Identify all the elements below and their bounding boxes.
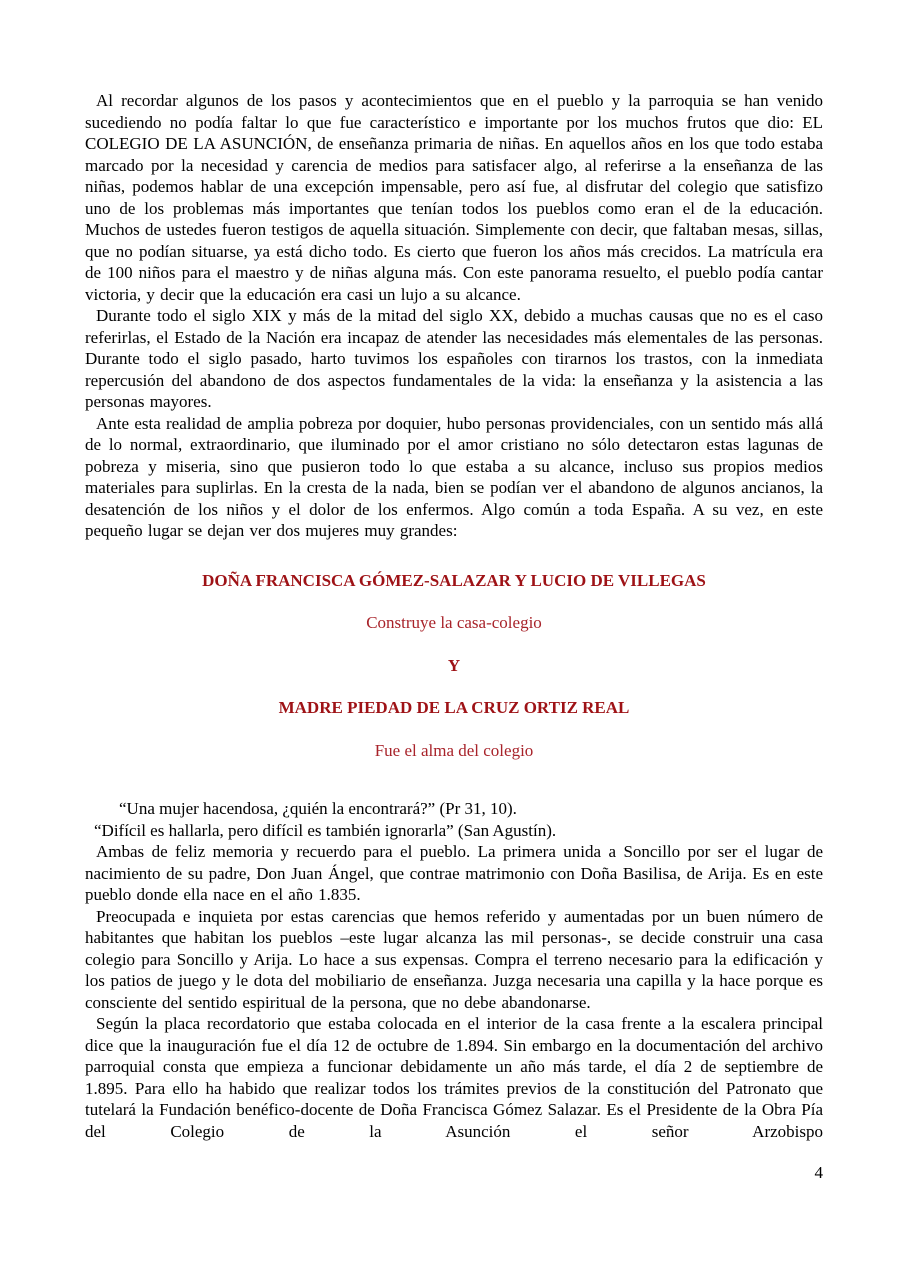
page-number: 4	[814, 1163, 823, 1182]
quote-proverbs: “Una mujer hacendosa, ¿quién la encontrará?” (Pr 31, 10).	[119, 799, 517, 818]
paragraph-placa-recordatorio: Según la placa recordatorio que estaba colocada en el interior de la casa frente a la escalera principal dice que la inauguración fue el día 12 de octubre de 1.894. Sin embargo en la documentación del archivo parroquial consta que empieza a funcionar debidamente un año más tarde, el día 2 de septiembre de 1.895. Para ello ha habido que realizar todos los trámites previos de la constitución del Patronato que tutelará la Fundación benéfico-docente de Doña Francisca Gómez Salazar. Es el Presidente de la Obra Pía del Colegio de la Asunción el señor Arzobispo	[85, 1014, 823, 1141]
subheading-construye-casa-colegio: Construye la casa-colegio	[366, 613, 542, 632]
heading-conjunction-y: Y	[447, 655, 461, 675]
heading-madre-piedad: MADRE PIEDAD DE LA CRUZ ORTIZ REAL	[278, 698, 630, 717]
quote-san-agustin: “Difícil es hallarla, pero difícil es también ignorarla” (San Agustín).	[94, 820, 557, 840]
heading-francisca-gomez-salazar: DOÑA FRANCISCA GÓMEZ-SALAZAR Y LUCIO DE VILLEGAS	[202, 570, 706, 590]
paragraph-ambas-memoria: Ambas de feliz memoria y recuerdo para el pueblo. La primera unida a Soncillo por ser el lugar de nacimiento de su padre, Don Juan Ángel, que contrae matrimonio con Doña Basilisa, de Arija. Es en este pueblo donde ella nace en el año 1.835.	[85, 842, 823, 904]
paragraph-pobreza: Ante esta realidad de amplia pobreza por doquier, hubo personas providenciales, con un sentido más allá de lo normal, extraordinario, que iluminado por el amor cristiano no sólo detectaron estas lagunas de pobreza y miseria, sino que pusieron todo lo que estaba a su alcance, incluso sus propios medios materiales para suplirlas. En la cresta de la nada, bien se podían ver el abandono de algunos ancianos, la desatención de los niños y el dolor de los enfermos. Algo común a toda España. A su vez, en este pequeño lugar se dejan ver dos mujeres muy grandes:	[85, 413, 823, 540]
paragraph-siglo-xix: Durante todo el siglo XIX y más de la mitad del siglo XX, debido a muchas causas que no es el caso referirlas, el Estado de la Nación era incapaz de atender las necesidades más elementales de las personas. Durante todo el siglo pasado, harto tuvimos los españoles con tirarnos los trastos, con la inmediata repercusión del abandono de dos aspectos fundamentales de la vida: la enseñanza y la asistencia a las personas mayores.	[85, 306, 823, 411]
paragraph-colegio-asuncion: Al recordar algunos de los pasos y acontecimientos que en el pueblo y la parroquia se han venido sucediendo no podía faltar lo que fue característico e importante por los muchos frutos que dio: EL COLEGIO DE LA ASUNCIÓN, de enseñanza primaria de niñas. En aquellos años en los que todo estaba marcado por la necesidad y carencia de medios para satisfacer algo, al referirse a la enseñanza de las niñas, podemos hablar de una excepción impensable, pero así fue, al disfrutar del colegio que satisfizo uno de los problemas más importantes que tenían todos los pueblos como eran el de la educación. Muchos de ustedes fueron testigos de aquella situación. Simplemente con decir, que faltaban mesas, sillas, que no podían situarse, ya está dicho todo. Es cierto que fueron los años más crecidos. La matrícula era de 100 niños para el maestro y de niñas alguna más. Con este panorama resuelto, el pueblo podía cantar victoria, y decir que la educación era casi un lujo a su alcance.	[85, 91, 823, 304]
paragraph-preocupada: Preocupada e inquieta por estas carencias que hemos referido y aumentadas por un buen número de habitantes que habitan los pueblos –este lugar alcanza las mil personas-, se decide construir una casa colegio para Soncillo y Arija. Lo hace a sus expensas. Compra el terreno necesario para la edificación y los patios de juego y le dota del mobiliario de enseñanza. Juzga necesaria una capilla y la hace porque es consciente del sentido espiritual de la persona, que no debe abandonarse.	[85, 906, 823, 1012]
subheading-alma-del-colegio: Fue el alma del colegio	[374, 740, 534, 760]
